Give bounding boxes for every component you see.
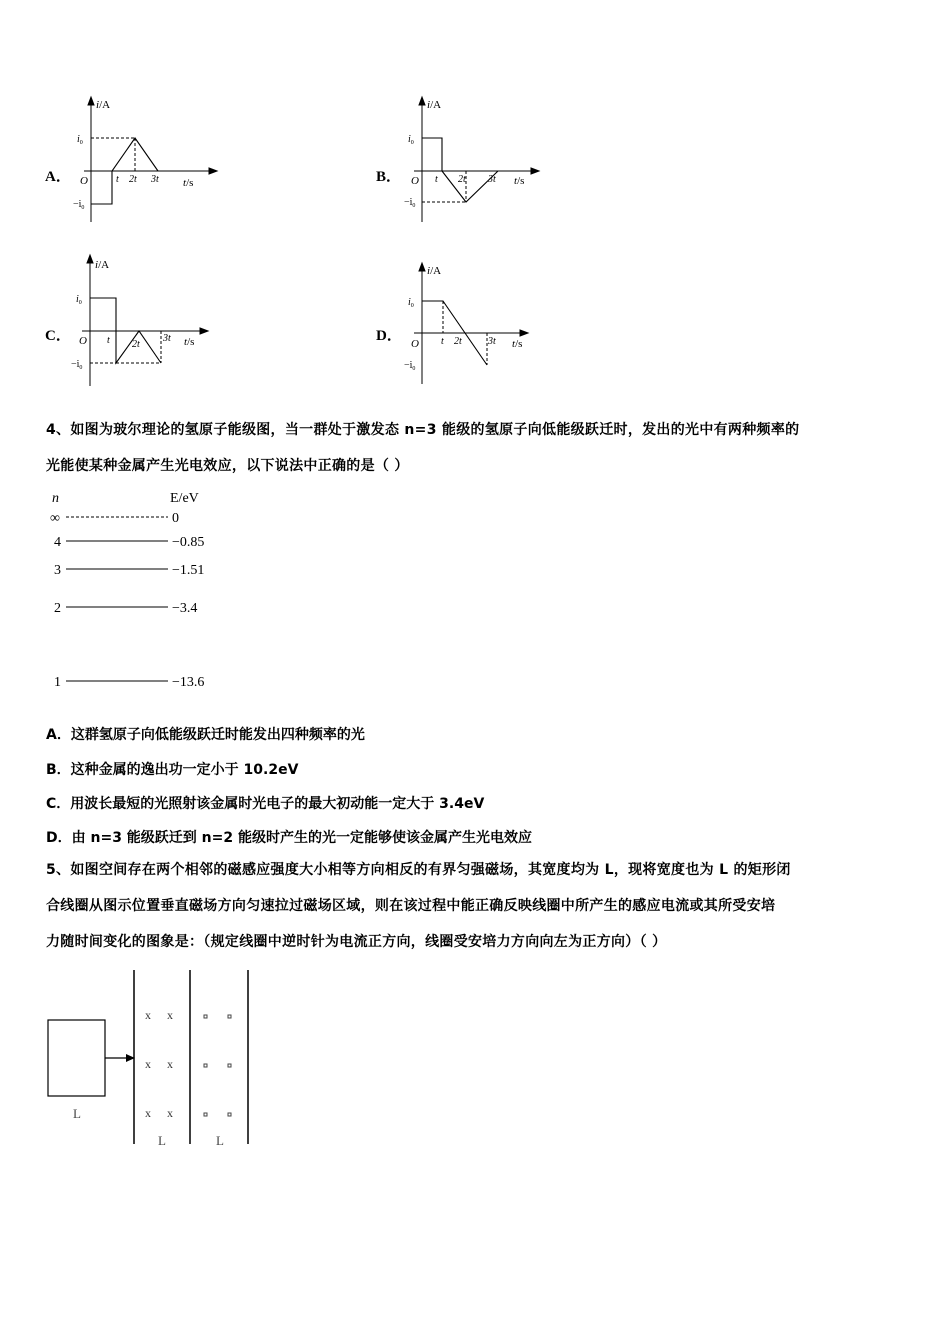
svg-text:x: x bbox=[145, 1008, 151, 1022]
option-c-label: C． bbox=[45, 328, 71, 344]
field-dots bbox=[204, 1015, 231, 1116]
option-b-label: B． bbox=[376, 169, 402, 185]
svg-text:3t: 3t bbox=[488, 174, 496, 185]
magnetic-field-diagram bbox=[40, 966, 260, 1152]
svg-text:t: t bbox=[441, 336, 444, 347]
coil-rect bbox=[48, 1020, 105, 1096]
q4-option-c[interactable]: C．用波长最短的光照射该金属时光电子的最大初动能一定大于 3.4eV bbox=[46, 796, 485, 812]
svg-text:x: x bbox=[167, 1008, 173, 1022]
level-n-2: 2 bbox=[54, 601, 61, 616]
q4-option-b[interactable]: B．这种金属的逸出功一定小于 10.2eV bbox=[46, 762, 299, 778]
level-n-3: 3 bbox=[54, 563, 61, 578]
option-d-label: D． bbox=[376, 328, 402, 344]
level-e-1: −13.6 bbox=[172, 675, 205, 690]
level-n-1: 1 bbox=[54, 675, 61, 690]
svg-text:t/s: t/s bbox=[184, 336, 195, 348]
option-a-label: A． bbox=[45, 169, 71, 185]
svg-text:t: t bbox=[435, 174, 438, 185]
svg-text:O: O bbox=[411, 338, 419, 350]
x-axis-label: t/s bbox=[183, 177, 194, 189]
svg-text:i0: $i_0$ bbox=[408, 134, 414, 146]
svg-text:3t: 3t bbox=[163, 333, 171, 344]
level-e-3: −1.51 bbox=[172, 563, 205, 578]
graph-b bbox=[394, 92, 554, 226]
graph-a bbox=[62, 92, 222, 226]
y-axis-label: i/A bbox=[96, 99, 111, 111]
tick-3t: 3t bbox=[151, 174, 159, 185]
level-n-inf: ∞ bbox=[50, 511, 60, 526]
level-e-2: −3.4 bbox=[172, 601, 198, 616]
region2-width-label: L bbox=[216, 1133, 224, 1148]
svg-text:x: x bbox=[145, 1106, 151, 1120]
svg-text:3t: 3t bbox=[488, 336, 496, 347]
origin-label: O bbox=[80, 175, 88, 187]
q5-line3: 力随时间变化的图象是：（规定线圈中逆时针为电流正方向，线圈受安培力方向向左为正方向）（ ） bbox=[46, 934, 667, 950]
svg-text:x: x bbox=[167, 1106, 173, 1120]
q5-line2: 合线圈从图示位置垂直磁场方向匀速拉过磁场区域，则在该过程中能正确反映线圈中所产生的感应电流或其所受安培 bbox=[46, 898, 776, 914]
svg-text:x: x bbox=[167, 1057, 173, 1071]
q5-stem bbox=[46, 852, 926, 960]
svg-text:i0: $i_0$ bbox=[408, 297, 414, 309]
svg-text:x: x bbox=[145, 1057, 151, 1071]
svg-text:−i0: $-i_0$ bbox=[71, 359, 83, 371]
pos-level-label: $i_0$ bbox=[77, 134, 83, 146]
coil-width-label: L bbox=[73, 1106, 81, 1121]
e-axis-label: E/eV bbox=[170, 491, 199, 506]
q4-line1: 4、如图为玻尔理论的氢原子能级图，当一群处于激发态 n=3 能级的氢原子向低能级跃迁时，发出的光中有两种频率的 bbox=[46, 422, 800, 438]
svg-text:2t: 2t bbox=[132, 339, 140, 350]
level-n-4: 4 bbox=[54, 535, 61, 550]
svg-text:−i0: $-i_0$ bbox=[404, 360, 416, 372]
svg-text:i/A: i/A bbox=[95, 259, 110, 271]
q4-stem bbox=[46, 412, 926, 484]
q4-option-d[interactable]: D．由 n=3 能级跃迁到 n=2 能级时产生的光一定能够使该金属产生光电效应 bbox=[46, 830, 532, 846]
level-e-4: −0.85 bbox=[172, 535, 205, 550]
n-axis-label: n bbox=[52, 491, 59, 506]
graph-c bbox=[62, 250, 222, 390]
tick-t: t bbox=[116, 174, 119, 185]
svg-text:i/A: i/A bbox=[427, 265, 442, 277]
level-e-inf: 0 bbox=[172, 511, 179, 526]
svg-text:2t: 2t bbox=[458, 174, 466, 185]
svg-text:i0: $i_0$ bbox=[76, 294, 82, 306]
svg-text:t: t bbox=[107, 335, 110, 346]
svg-text:t/s: t/s bbox=[512, 338, 523, 350]
svg-text:2t: 2t bbox=[454, 336, 462, 347]
svg-text:i/A: i/A bbox=[427, 99, 442, 111]
svg-text:t/s: t/s bbox=[514, 175, 525, 187]
q4-option-a[interactable]: A．这群氢原子向低能级跃迁时能发出四种频率的光 bbox=[46, 727, 365, 743]
graph-d bbox=[394, 258, 554, 388]
svg-text:−i0: $-i_0$ bbox=[404, 197, 416, 209]
energy-level-diagram bbox=[46, 484, 246, 694]
tick-2t: 2t bbox=[129, 174, 137, 185]
q5-line1: 5、如图空间存在两个相邻的磁感应强度大小相等方向相反的有界匀强磁场，其宽度均为 L，现将宽度也为 L 的矩形闭 bbox=[46, 862, 791, 878]
region1-width-label: L bbox=[158, 1133, 166, 1148]
svg-text:O: O bbox=[79, 335, 87, 347]
svg-text:O: O bbox=[411, 175, 419, 187]
neg-level-label: $-i_0$ bbox=[73, 199, 85, 211]
q4-line2: 光能使某种金属产生光电效应，以下说法中正确的是（ ） bbox=[46, 458, 409, 474]
